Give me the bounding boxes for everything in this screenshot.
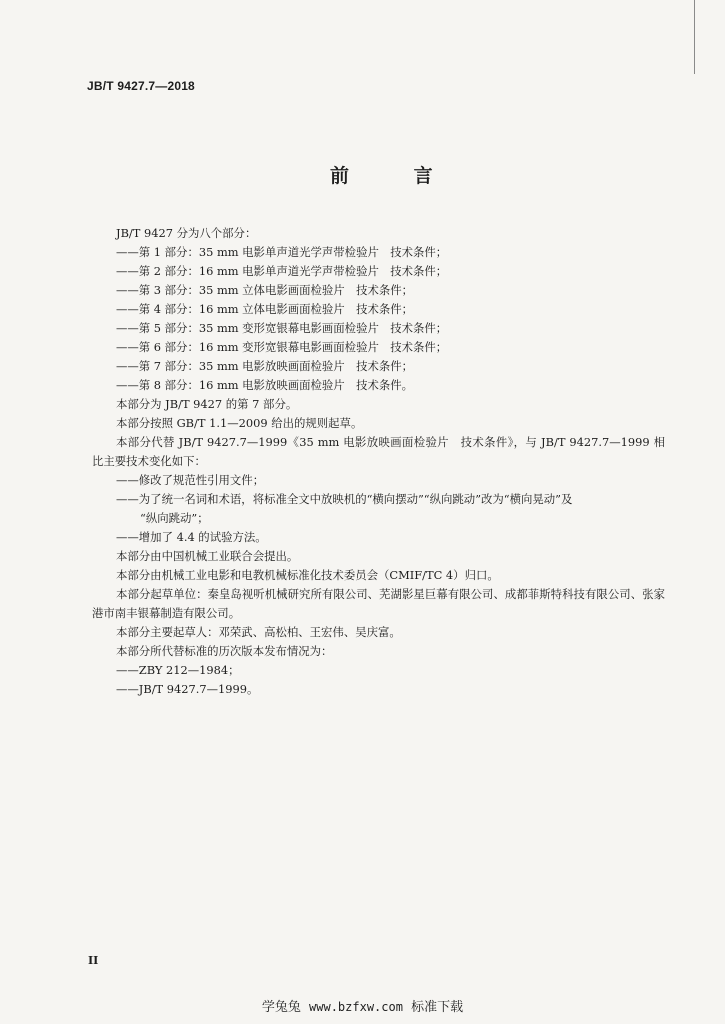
- page-edge-line: [694, 0, 695, 74]
- proposer-statement: 本部分由中国机械工业联合会提出。: [116, 549, 299, 563]
- drafting-rule-statement: 本部分按照 GB/T 1.1—2009 给出的规则起草。: [116, 416, 363, 430]
- foreword-body: [92, 224, 665, 699]
- history-item: ——ZBY 212—1984；: [116, 663, 240, 677]
- part-item: ——第 5 部分：35 mm 变形宽银幕电影画面检验片 技术条件；: [116, 321, 448, 335]
- history-intro: 本部分所代替标准的历次版本发布情况为：: [116, 644, 333, 658]
- drafting-units: 本部分起草单位：秦皇岛视听机械研究所有限公司、芜湖影星巨幕有限公司、成都菲斯特科技有限公司、张家港市南丰银幕制造有限公司。: [92, 587, 665, 620]
- footer-watermark: [0, 996, 725, 1015]
- change-item: ——增加了 4.4 的试验方法。: [116, 530, 267, 544]
- standard-code: JB/T 9427.7—2018: [87, 79, 195, 93]
- change-item-continuation: “纵向跳动”；: [140, 511, 209, 525]
- footer-url[interactable]: www.bzfxw.com: [309, 1000, 403, 1014]
- footer-site-name: 学兔兔: [261, 1000, 301, 1015]
- history-item: ——JB/T 9427.7—1999。: [116, 682, 259, 696]
- part-item: ——第 7 部分：35 mm 电影放映画面检验片 技术条件；: [116, 359, 414, 373]
- part-item: ——第 8 部分：16 mm 电影放映画面检验片 技术条件。: [116, 378, 414, 392]
- change-item: ——修改了规范性引用文件；: [116, 473, 265, 487]
- this-part-statement: 本部分为 JB/T 9427 的第 7 部分。: [116, 397, 298, 411]
- change-item: ——为了统一名词和术语，将标准全文中放映机的“横向摆动”“纵向跳动”改为“横向晃动”及: [116, 492, 573, 506]
- section-title: 前 言: [330, 165, 462, 187]
- part-item: ——第 3 部分：35 mm 立体电影画面检验片 技术条件；: [116, 283, 414, 297]
- part-item: ——第 4 部分：16 mm 立体电影画面检验片 技术条件；: [116, 302, 414, 316]
- drafters: 本部分主要起草人：邓荣武、高松柏、王宏伟、吴庆富。: [116, 625, 401, 639]
- centralized-statement: 本部分由机械工业电影和电教机械标准化技术委员会（CMIF/TC 4）归口。: [116, 568, 499, 582]
- page-number: II: [88, 954, 99, 967]
- part-item: ——第 2 部分：16 mm 电影单声道光学声带检验片 技术条件；: [116, 264, 448, 278]
- part-item: ——第 1 部分：35 mm 电影单声道光学声带检验片 技术条件；: [116, 245, 448, 259]
- replacement-paragraph: 本部分代替 JB/T 9427.7—1999《35 mm 电影放映画面检验片 技术条件》，与 JB/T 9427.7—1999 相比主要技术变化如下：: [92, 435, 665, 468]
- parts-intro: JB/T 9427 分为八个部分：: [116, 226, 257, 240]
- part-item: ——第 6 部分：16 mm 变形宽银幕电影画面检验片 技术条件；: [116, 340, 448, 354]
- footer-tagline: 标准下载: [411, 1000, 464, 1015]
